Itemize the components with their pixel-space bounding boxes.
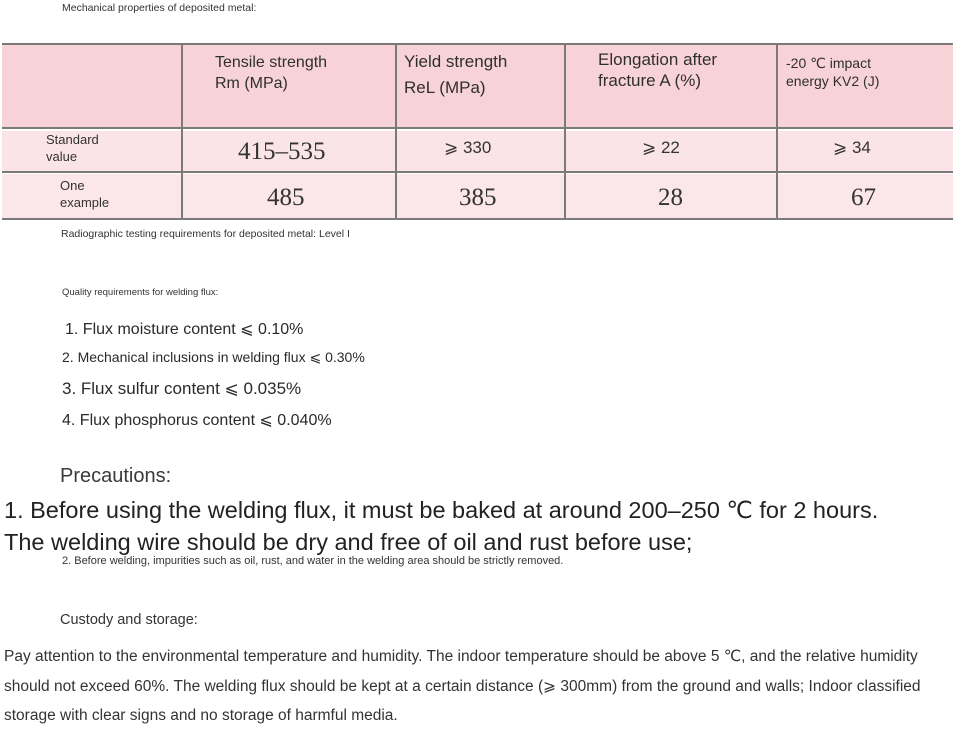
row-label-example: One example <box>60 178 110 210</box>
quality-item-moisture: 1. Flux moisture content ⩽ 0.10% <box>65 321 304 338</box>
standard-tensile-value: 415–535 <box>238 138 326 165</box>
header-yield-strength <box>404 51 507 99</box>
example-tensile-value: 485 <box>267 184 305 211</box>
header-yield-line1: Yield strength <box>404 52 508 71</box>
custody-storage-body: Pay attention to the environmental temperature and humidity. The indoor temperature should be above 5 ℃, and the relative humidity should not exceed 60%. The welding flux should be kept at a certain distance (⩾ 300mm) from the ground and walls; Indoor classified storage with clear signs and no storage of harmful media. <box>4 648 921 724</box>
example-elongation-value: 28 <box>658 184 683 211</box>
header-tensile-strength: Tensile strength Rm (MPa) <box>215 54 328 92</box>
quality-requirements-title: Quality requirements for welding flux: <box>62 287 219 298</box>
precaution-item-1: 1. Before using the welding flux, it must be baked at around 200–250 ℃ for 2 hours. The welding wire should be dry and free of oil and rust before use; <box>4 497 879 555</box>
header-yield-line2: ReL (MPa) <box>404 78 486 97</box>
radiographic-note: Radiographic testing requirements for deposited metal: Level I <box>61 228 350 240</box>
precaution-item-2: 2. Before welding, impurities such as oil, rust, and water in the welding area should be strictly removed. <box>62 555 564 567</box>
column-divider <box>776 43 778 220</box>
quality-item-phosphorus: 4. Flux phosphorus content ⩽ 0.040% <box>62 412 332 429</box>
row-label-standard: Standard value <box>46 132 99 164</box>
standard-impact-value: ⩾ 34 <box>833 138 871 157</box>
quality-item-sulfur: 3. Flux sulfur content ⩽ 0.035% <box>62 379 302 398</box>
quality-item-inclusions: 2. Mechanical inclusions in welding flux ⩽ 0.30% <box>62 349 365 365</box>
mechanical-properties-table <box>2 43 953 220</box>
example-impact-value: 67 <box>851 184 876 211</box>
standard-yield-value: ⩾ 330 <box>444 138 492 157</box>
column-divider <box>395 43 397 220</box>
precautions-title: Precautions: <box>60 465 172 487</box>
mechanical-properties-caption: Mechanical properties of deposited metal: <box>62 2 257 14</box>
standard-elongation-value: ⩾ 22 <box>642 138 680 157</box>
custody-storage-title: Custody and storage: <box>60 612 198 628</box>
header-impact-energy: -20 ℃ impact energy KV2 (J) <box>786 55 880 89</box>
example-yield-value: 385 <box>459 184 497 211</box>
column-divider <box>564 43 566 220</box>
column-divider <box>181 43 183 220</box>
header-elongation: Elongation after fracture A (%) <box>598 50 718 90</box>
